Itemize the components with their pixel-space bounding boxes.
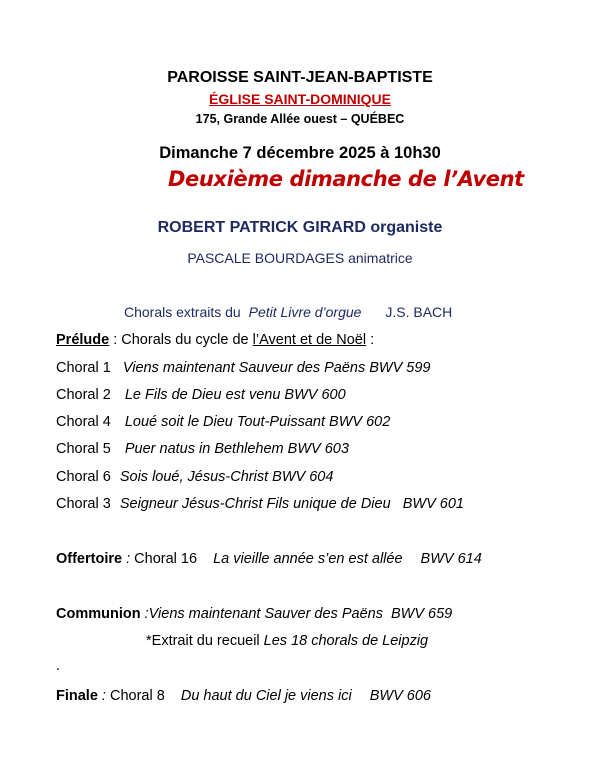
prelude-text-c: :: [366, 332, 375, 348]
offertoire-line: [56, 551, 482, 567]
communion-title: Viens maintenant Sauver des Paëns BWV 659: [148, 606, 453, 622]
event-date: Dimanche 7 décembre 2025 à 10h30: [159, 144, 441, 162]
chorals-heading-book: Petit Livre d’orgue: [248, 304, 362, 320]
chorals-heading: [124, 304, 452, 320]
choral-line: [56, 469, 333, 485]
choral-line: [56, 360, 431, 376]
choral-title: Sois loué, Jésus-Christ BWV 604: [119, 469, 334, 485]
offertoire-title: La vieille année s’en est allée: [213, 551, 403, 567]
church-address: 175, Grande Allée ouest – QUÉBEC: [195, 112, 405, 126]
communion-label: Communion: [56, 606, 141, 622]
prelude-label: Prélude: [56, 332, 110, 348]
communion-sep: :: [140, 606, 149, 622]
choral-title: Viens maintenant Sauveur des Paëns BWV 599: [122, 360, 431, 376]
chorals-heading-composer: J.S. BACH: [385, 304, 453, 320]
choral-number: Choral 1: [56, 360, 111, 376]
chorals-heading-prefix: Chorals extraits du: [124, 304, 241, 320]
choral-line: [56, 387, 346, 403]
communion-line: [56, 606, 452, 622]
choral-line: [56, 441, 349, 457]
choral-title: Puer natus in Bethlehem BWV 603: [124, 441, 349, 457]
choral-number: Choral 4: [56, 414, 111, 430]
prelude-text-b: l’Avent et de Noël: [252, 332, 367, 348]
church-name: ÉGLISE SAINT-DOMINIQUE: [208, 91, 391, 107]
communion-note-prefix: *Extrait du recueil: [146, 633, 264, 649]
finale-line: [56, 688, 431, 704]
liturgical-sunday: Deuxième dimanche de l’Avent: [168, 167, 524, 191]
choral-line: [56, 496, 464, 512]
finale-label: Finale: [56, 688, 98, 704]
choral-number: Choral 5: [56, 441, 111, 457]
organist-name: ROBERT PATRICK GIRARD organiste: [157, 219, 443, 236]
offertoire-number: Choral 16: [134, 551, 198, 567]
finale-title: Du haut du Ciel je viens ici: [180, 688, 352, 704]
offertoire-sep: :: [122, 551, 135, 567]
choral-number: Choral 3: [56, 496, 111, 512]
parish-name: PAROISSE SAINT-JEAN-BAPTISTE: [167, 69, 433, 86]
animatrice-name: PASCALE BOURDAGES animatrice: [187, 250, 413, 266]
prelude-text-a: : Chorals du cycle de: [109, 332, 253, 348]
choral-number: Choral 2: [56, 387, 111, 403]
finale-bwv: BWV 606: [369, 688, 431, 704]
offertoire-bwv: BWV 614: [420, 551, 482, 567]
communion-note: [146, 633, 428, 649]
separator-dot: .: [56, 658, 61, 674]
choral-title: Seigneur Jésus-Christ Fils unique de Dieu BWV 601: [119, 496, 464, 512]
prelude-line: [56, 332, 374, 348]
offertoire-label: Offertoire: [56, 551, 123, 567]
finale-number: Choral 8: [110, 688, 165, 704]
choral-number: Choral 6: [56, 469, 111, 485]
choral-line: [56, 414, 390, 430]
choral-title: Loué soit le Dieu Tout-Puissant BWV 602: [124, 414, 391, 430]
finale-sep: :: [97, 688, 110, 704]
communion-note-title: Les 18 chorals de Leipzig: [263, 633, 429, 649]
choral-title: Le Fils de Dieu est venu BWV 600: [124, 387, 346, 403]
